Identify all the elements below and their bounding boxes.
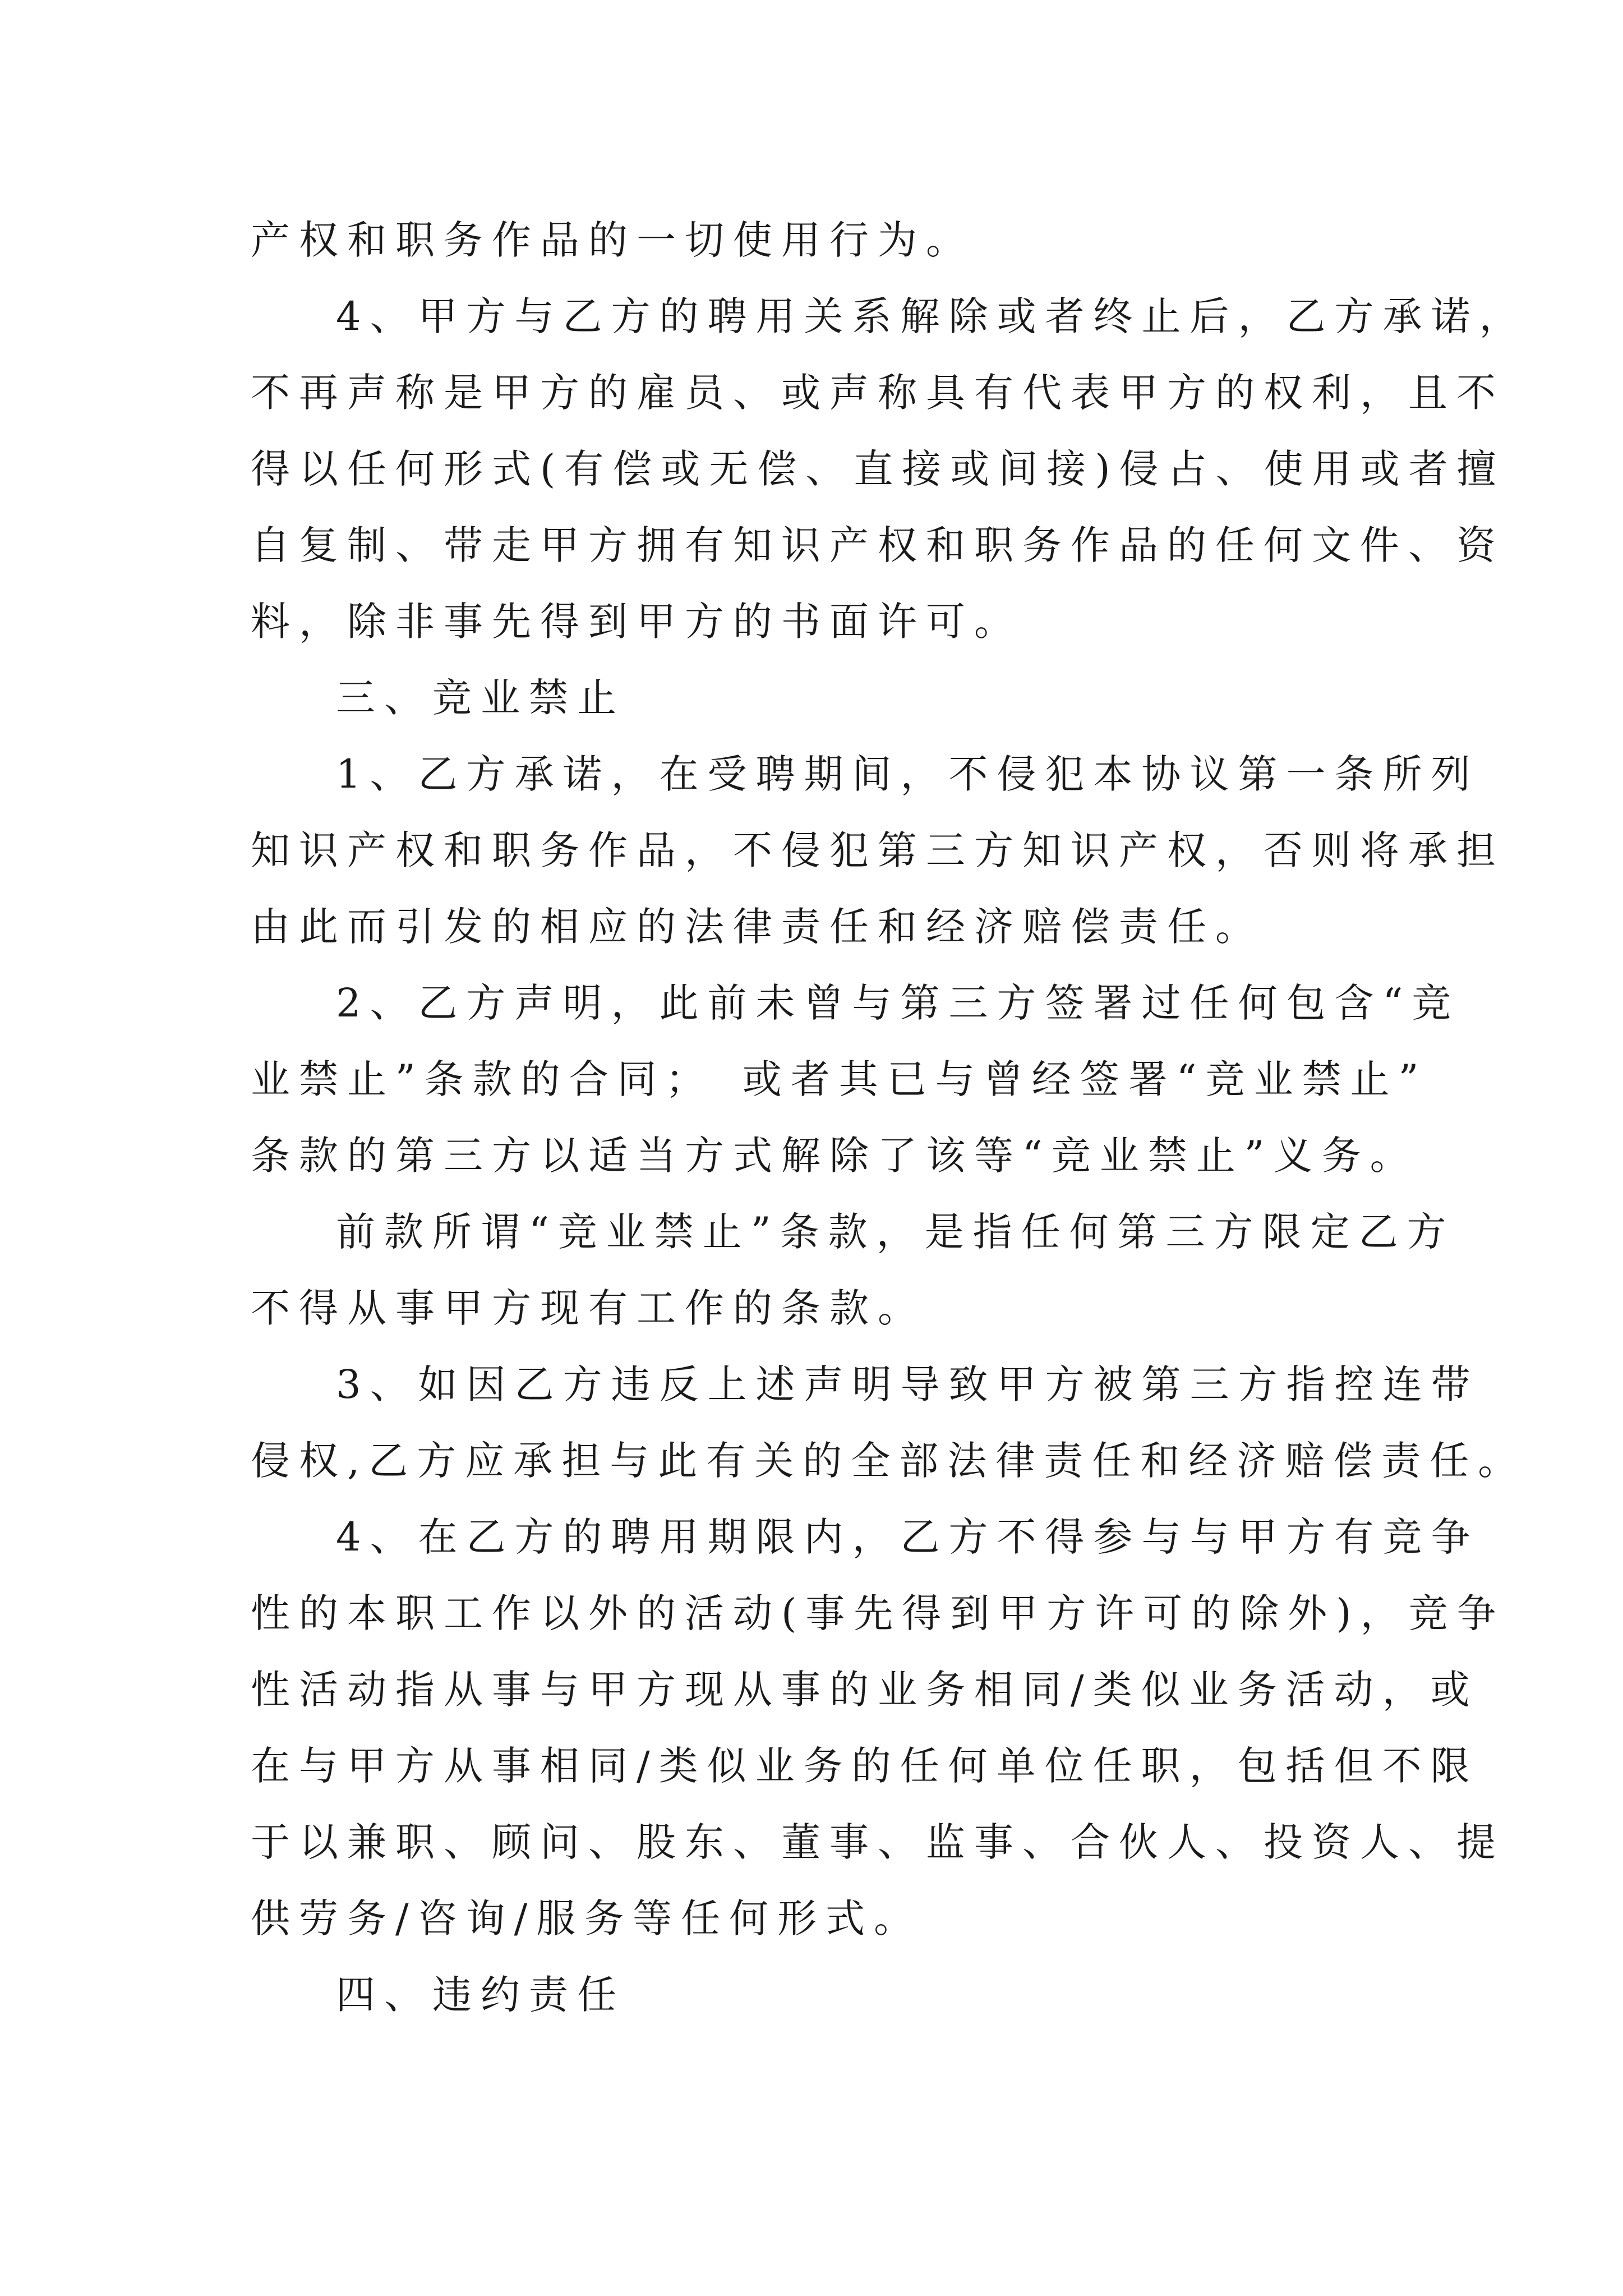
text-line: 业禁止”条款的合同； 或者其已与曾经签署“竞业禁止” [251, 1056, 1428, 1102]
text-line: 3、如因乙方违反上述声明导致甲方被第三方指控连带 [336, 1361, 1479, 1407]
section-heading: 四、违约责任 [336, 1972, 625, 2018]
text-line: 供劳务/咨询/服务等任何形式。 [251, 1895, 923, 1941]
text-line: 不再声称是甲方的雇员、或声称具有代表甲方的权利，且不 [251, 370, 1505, 416]
text-line: 4、在乙方的聘用期限内，乙方不得参与与甲方有竞争 [336, 1514, 1479, 1560]
text-line: 条款的第三方以适当方式解除了该等“竞业禁止”义务。 [251, 1133, 1418, 1179]
text-line: 产权和职务作品的一切使用行为。 [251, 217, 974, 263]
text-line: 1、乙方承诺，在受聘期间，不侵犯本协议第一条所列 [336, 751, 1479, 797]
section-heading: 三、竞业禁止 [336, 675, 625, 721]
text-line: 性的本职工作以外的活动(事先得到甲方许可的除外)，竞争 [251, 1590, 1505, 1636]
text-line: 不得从事甲方现有工作的条款。 [251, 1285, 926, 1331]
text-line: 前款所谓“竞业禁止”条款，是指任何第三方限定乙方 [336, 1209, 1455, 1255]
text-line: 知识产权和职务作品，不侵犯第三方知识产权，否则将承担 [251, 827, 1505, 873]
document-body [251, 202, 1528, 2033]
text-line: 于以兼职、顾问、股东、董事、监事、合伙人、投资人、提 [251, 1819, 1505, 1865]
text-line: 4、甲方与乙方的聘用关系解除或者终止后，乙方承诺， [336, 293, 1528, 339]
text-line: 自复制、带走甲方拥有知识产权和职务作品的任何文件、资 [251, 522, 1505, 568]
text-line: 由此而引发的相应的法律责任和经济赔偿责任。 [251, 904, 1264, 950]
text-line: 在与甲方从事相同/类似业务的任何单位任职，包括但不限 [251, 1743, 1479, 1789]
text-line: 2、乙方声明，此前未曾与第三方签署过任何包含“竞 [336, 980, 1460, 1026]
text-line: 侵权,乙方应承担与此有关的全部法律责任和经济赔偿责任。 [251, 1438, 1527, 1484]
text-line: 料，除非事先得到甲方的书面许可。 [251, 599, 1022, 645]
text-line: 得以任何形式(有偿或无偿、直接或间接)侵占、使用或者擅 [251, 446, 1505, 492]
text-line: 性活动指从事与甲方现从事的业务相同/类似业务活动，或 [251, 1667, 1479, 1713]
